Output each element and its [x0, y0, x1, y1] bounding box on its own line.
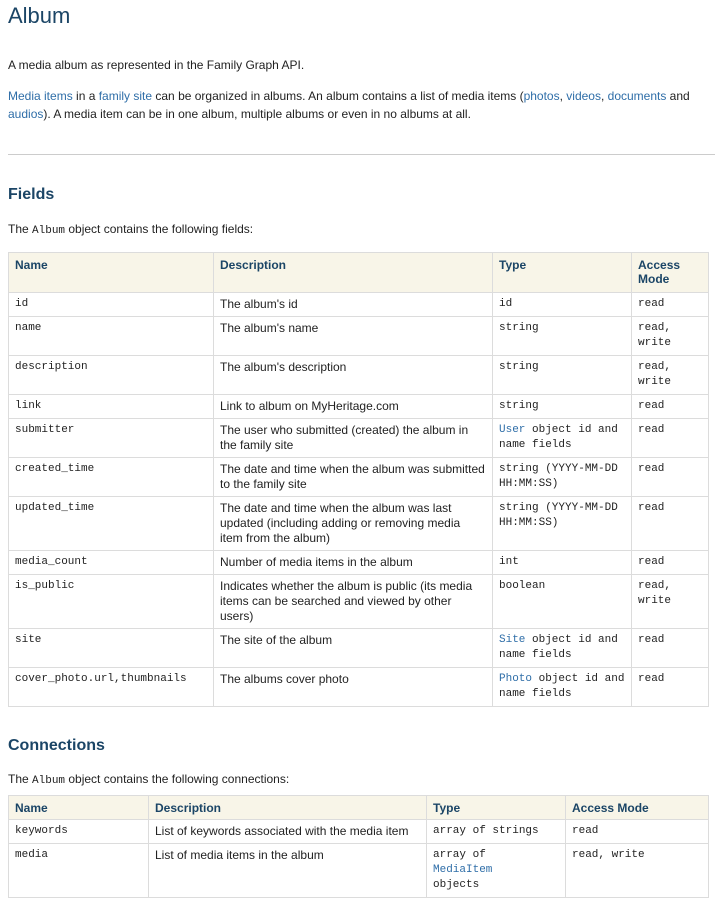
page-title: Album — [8, 3, 71, 28]
col-header-access-mode: Access Mode — [566, 796, 709, 820]
table-header-row — [9, 796, 709, 820]
connection-type — [427, 844, 566, 898]
connections-heading: Connections — [8, 737, 105, 754]
field-type — [493, 356, 632, 395]
field-name: cover_photo.url,thumbnails — [9, 668, 214, 707]
field-description: The album's id — [214, 293, 493, 317]
type-text: array of — [433, 849, 486, 861]
fields-intro — [8, 220, 253, 240]
col-header-name: Name — [9, 253, 214, 293]
type-link[interactable]: User — [499, 424, 526, 436]
field-description: Indicates whether the album is public (its media items can be searched and viewed by other users) — [214, 575, 493, 629]
type-text: object id and name fields — [499, 673, 625, 700]
text: and — [666, 89, 690, 103]
field-type — [493, 497, 632, 551]
field-type — [493, 458, 632, 497]
type-text: string (YYYY-MM-DD HH:MM:SS) — [499, 463, 618, 490]
col-header-description: Description — [214, 253, 493, 293]
field-type — [493, 629, 632, 668]
field-type — [493, 419, 632, 458]
table-row — [9, 293, 709, 317]
field-access: read, write — [632, 356, 709, 395]
type-text: string — [499, 361, 539, 373]
table-row — [9, 497, 709, 551]
type-text: array of strings — [433, 825, 539, 837]
field-description: The date and time when the album was submitted to the family site — [214, 458, 493, 497]
table-row — [9, 356, 709, 395]
field-type — [493, 575, 632, 629]
link-audios[interactable]: audios — [8, 107, 44, 121]
table-row — [9, 820, 709, 844]
type-text: boolean — [499, 580, 546, 592]
field-description: The site of the album — [214, 629, 493, 668]
type-text: int — [499, 556, 519, 568]
table-row — [9, 629, 709, 668]
col-header-description: Description — [149, 796, 427, 820]
field-name: name — [9, 317, 214, 356]
field-access: read, write — [632, 575, 709, 629]
description-paragraph — [8, 87, 708, 123]
table-row — [9, 575, 709, 629]
field-description: Link to album on MyHeritage.com — [214, 395, 493, 419]
field-type — [493, 317, 632, 356]
intro-text: A media album as represented in the Family Graph API. — [8, 58, 305, 72]
field-description: The user who submitted (created) the album in the family site — [214, 419, 493, 458]
section-divider — [8, 154, 715, 155]
text: , — [559, 89, 567, 103]
type-text: string (YYYY-MM-DD HH:MM:SS) — [499, 502, 618, 529]
text: , — [600, 89, 608, 103]
field-type — [493, 293, 632, 317]
album-code: Album — [32, 775, 66, 787]
connection-name: keywords — [9, 820, 149, 844]
field-access: read — [632, 629, 709, 668]
table-row — [9, 317, 709, 356]
text: object contains the following connections: — [65, 772, 290, 786]
link-videos[interactable]: videos — [566, 89, 601, 103]
field-access: read — [632, 497, 709, 551]
link-media-items[interactable]: Media items — [8, 89, 73, 103]
field-description: The albums cover photo — [214, 668, 493, 707]
type-text: id — [499, 298, 513, 310]
connection-access: read — [566, 820, 709, 844]
type-link[interactable]: Site — [499, 634, 526, 646]
field-access: read — [632, 668, 709, 707]
field-name: is_public — [9, 575, 214, 629]
text: can be organized in albums. An album contains a list of media items ( — [152, 89, 524, 103]
type-link[interactable]: MediaItem — [433, 864, 493, 876]
col-header-access-mode: Access Mode — [632, 253, 709, 293]
table-row — [9, 458, 709, 497]
field-access: read — [632, 551, 709, 575]
field-name: id — [9, 293, 214, 317]
table-header-row — [9, 253, 709, 293]
connection-name: media — [9, 844, 149, 898]
type-text: object id and name fields — [499, 634, 618, 661]
field-description: The date and time when the album was last updated (including adding or removing media item from the album) — [214, 497, 493, 551]
table-row — [9, 395, 709, 419]
connections-intro — [8, 770, 289, 790]
table-row — [9, 668, 709, 707]
field-description: Number of media items in the album — [214, 551, 493, 575]
field-name: created_time — [9, 458, 214, 497]
text: The — [8, 772, 33, 786]
field-name: link — [9, 395, 214, 419]
connections-table — [8, 795, 709, 898]
field-type — [493, 668, 632, 707]
field-description: The album's description — [214, 356, 493, 395]
table-row — [9, 551, 709, 575]
col-header-type: Type — [427, 796, 566, 820]
field-name: updated_time — [9, 497, 214, 551]
field-name: media_count — [9, 551, 214, 575]
field-access: read — [632, 419, 709, 458]
field-access: read — [632, 395, 709, 419]
text: in a — [72, 89, 99, 103]
connection-type — [427, 820, 566, 844]
text: object contains the following fields: — [65, 222, 254, 236]
field-name: submitter — [9, 419, 214, 458]
type-text: object id and name fields — [499, 424, 618, 451]
field-description: The album's name — [214, 317, 493, 356]
album-code: Album — [32, 225, 66, 237]
field-type — [493, 395, 632, 419]
link-photos[interactable]: photos — [523, 89, 560, 103]
table-row — [9, 844, 709, 898]
col-header-name: Name — [9, 796, 149, 820]
link-family-site[interactable]: family site — [98, 89, 153, 103]
col-header-type: Type — [493, 253, 632, 293]
type-text: string — [499, 322, 539, 334]
field-name: site — [9, 629, 214, 668]
connection-access: read, write — [566, 844, 709, 898]
type-text: objects — [433, 879, 480, 891]
table-row — [9, 419, 709, 458]
field-type — [493, 551, 632, 575]
text: ). A media item can be in one album, multiple albums or even in no albums at all. — [43, 107, 471, 121]
field-access: read — [632, 458, 709, 497]
fields-table — [8, 252, 709, 707]
fields-heading: Fields — [8, 186, 55, 203]
link-documents[interactable]: documents — [607, 89, 667, 103]
type-link[interactable]: Photo — [499, 673, 533, 685]
connection-description: List of media items in the album — [149, 844, 427, 898]
text: The — [8, 222, 33, 236]
field-name: description — [9, 356, 214, 395]
type-text: string — [499, 400, 539, 412]
connection-description: List of keywords associated with the media item — [149, 820, 427, 844]
field-access: read, write — [632, 317, 709, 356]
field-access: read — [632, 293, 709, 317]
